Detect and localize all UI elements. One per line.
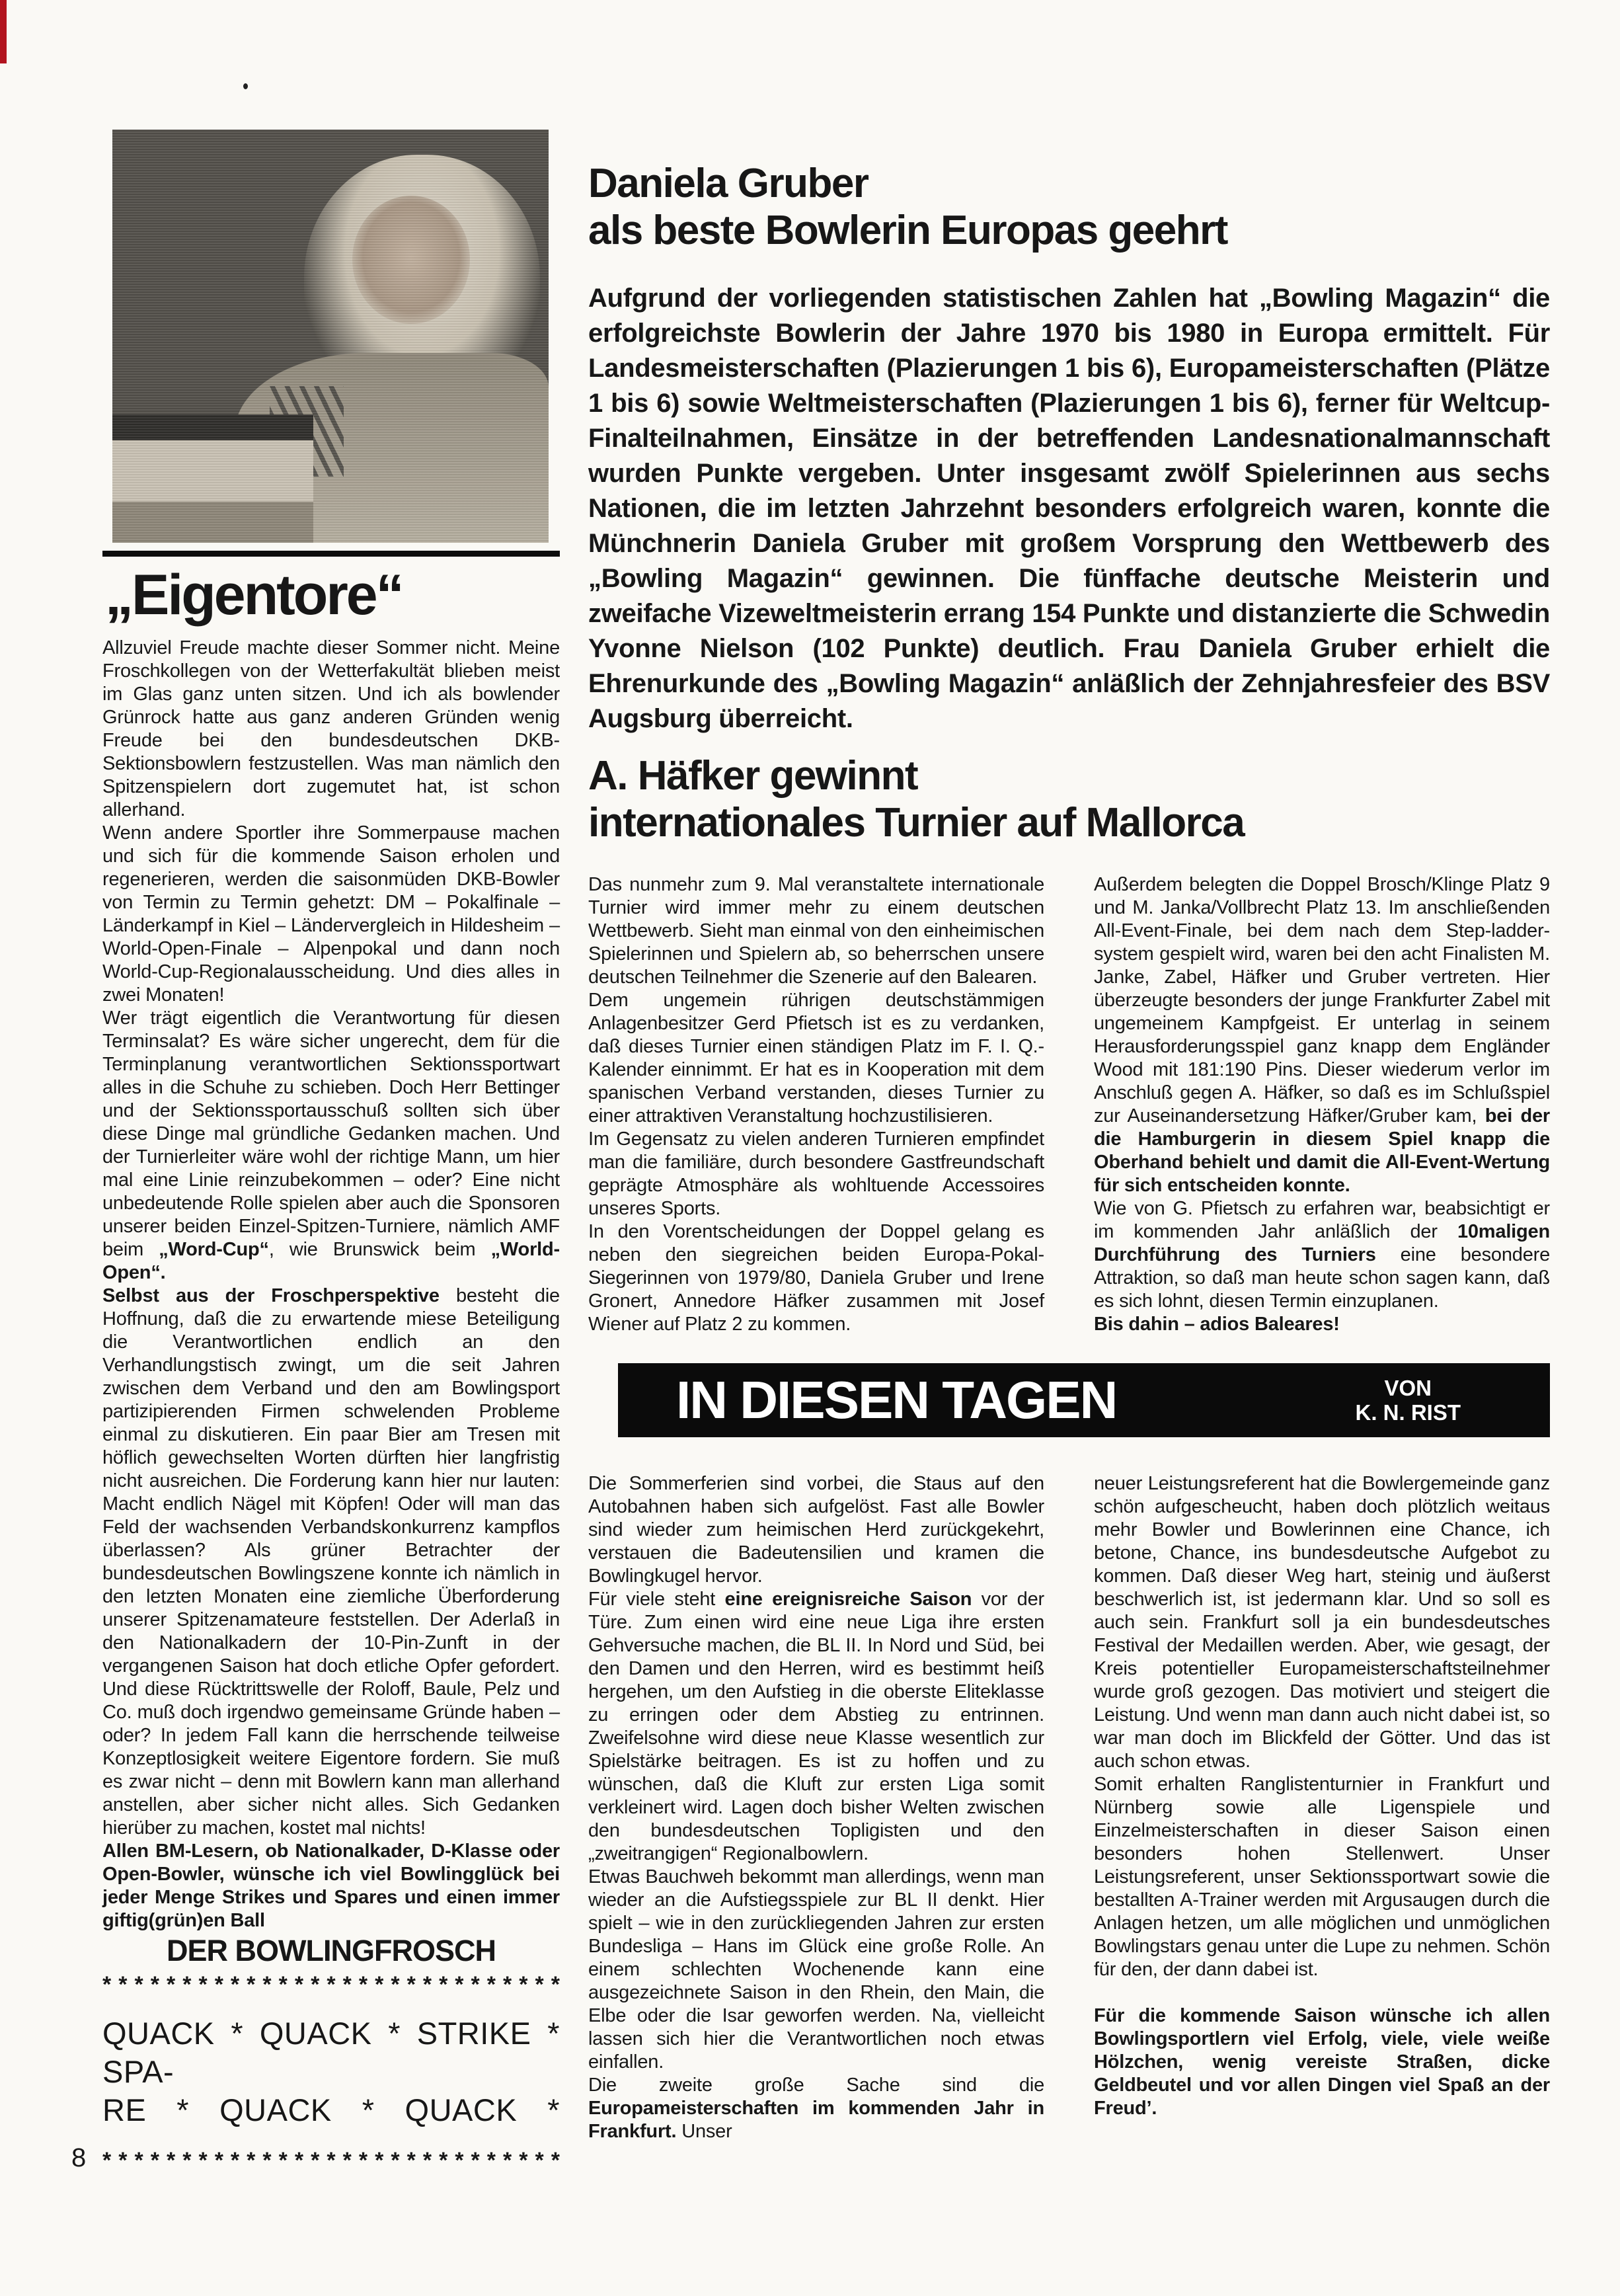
text-run: Im Gegensatz zu vielen anderen Turnieren empfindet man die familiäre, durch besondere Gastfreundschaft geprägte Atmosphäre als wohltuende Accessoires unseres Sports.: [588, 1128, 1044, 1220]
text-run: Etwas Bauchweh bekommt man allerdings, wenn man wieder an die Aufstiegsspiele zur BL II denkt. Hier spielt – wie in den zurückliegenden Jahren zur ersten Bundesliga – Hans im Glück eine große Rolle. An einem schlechten Wochenende kann eine ausgezeichnete Saison in den Rhein, den Main, die Elbe oder die Isar geworfen werden. Na, vielleicht lassen sich hier die Verantwortlichen noch etwas einfallen.: [588, 1866, 1044, 2073]
banner-byline: [1355, 1376, 1550, 1425]
gruber-headline-line2: als beste Bowlerin Europas geehrt: [588, 207, 1227, 253]
text-run: Wer trägt eigentlich die Verantwortung für diesen Terminsalat? Es wäre sicher ungerecht, dem für die Terminplanung verantwortlichen Sektionssportwart alles in die Schuhe zu schieben. Doch Herr Bettinger und der Sektionssportausschuß sollten sich über diese Dinge mal gründliche Gedanken machen. Und der Turnierleiter wäre wohl der richtige Mann, um hier mal eine Linie reinzubekommen – oder? Eine nicht unbedeutende Rolle spielen aber auch die Sponsoren unserer beiden Einzel-Spitzen-Turniere, nämlich AMF beim: [102, 1007, 560, 1260]
hafker-column-2-body: [1094, 873, 1550, 1336]
text-run: Wenn andere Sportler ihre Sommerpause machen und sich für die kommende Saison erholen und regenerieren, werden die saisonmüden DKB-Bowler von Termin zu Termin gehetzt: DM – Pokalfinale – Länderkampf in Kiel – Ländervergleich in Hildesheim – World-Open-Finale – Alpenpokal und dann noch World-Cup-Regionalausscheidung. Und dies alles in zwei Monaten!: [102, 822, 560, 1006]
paragraph: [588, 989, 1044, 1128]
quack-block: [102, 2014, 560, 2129]
tagen-column-1: [588, 1472, 1044, 2143]
paragraph: [1094, 873, 1550, 1197]
gruber-intro: Aufgrund der vorliegenden statistischen Zahlen hat „Bowling Magazin“ die erfolgreichste Bowlerin der Jahre 1970 bis 1980 in Europa ermittelt. Für Landesmeisterschaften (Plazierungen 1 bis 6), Europameisterschaften (Plätze 1 bis 6) sowie Weltmeisterschaften (Plazierungen 1 bis 6), ferner für Weltcup-Finalteilnahmen, Einsätze in der betreffenden Landesnationalmannschaft wurden Punkte vergeben. Unter insgesamt zwölf Spielerinnen aus sechs Nationen, die im letzten Jahrzehnt besonders erfolgreich waren, konnte die Münchnerin Daniela Gruber mit großem Vorsprung den Wettbewerb des „Bowling Magazin“ gewinnen. Die fünffache deutsche Meisterin und zweifache Vizeweltmeisterin errang 154 Punkte und distanzierte die Schwedin Yvonne Nielson (102 Punkte) deutlich. Frau Daniela Gruber erhielt die Ehrenurkunde des „Bowling Magazin“ anläßlich der Zehnjahresfeier des BSV Augsburg überreicht.: [588, 284, 1551, 734]
paragraph: [1094, 1197, 1550, 1313]
hafker-columns: [588, 873, 1550, 1383]
text-run: neuer Leistungsreferent hat die Bowlergemeinde ganz schön aufgescheucht, haben doch plötzlich weitaus mehr Bowler und Bowlerinnen eine Chance, ich betone, Chance, ins bundesdeutsche Aufgebot zu kommen. Daß dieser Weg hart, steinig und äußerst beschwerlich ist, ist jedermann klar. Und so soll es auch sein. Frankfurt soll ja ein bundesdeutsches Festival der Medaillen werden. Aber, wie gesagt, der Kreis potentieller Europameisterschaftsteilnehmer wurde groß gezogen. Das motiviert und steigert die Leistung. Und wenn man dann auch nicht dabei ist, so war man doch im Blickfeld der Götter. Und das ist auch schon etwas.: [1094, 1473, 1550, 1772]
quack-line: RE * QUACK * QUACK *: [102, 2092, 560, 2127]
hafker-headline-line1: A. Häfker gewinnt: [588, 752, 918, 799]
text-run: Die Sommerferien sind vorbei, die Staus auf den Autobahnen haben sich aufgelöst. Fast alle Bowler sind wieder zum heimischen Herd zurückgekehrt, verstauen die Badeutensilien und kramen die Bowlingkugel hervor.: [588, 1473, 1044, 1587]
paragraph: [1094, 2004, 1550, 2120]
text-run: Außerdem belegten die Doppel Brosch/Klinge Platz 9 und M. Janka/Vollbrecht Platz 13. Im anschließenden All-Event-Finale, bei dem nach dem Step-ladder-system gespielt wird, waren bei den acht Finalisten M. Janke, Zabel, Häfker und Gruber vertreten. Hier überzeugte besonders der junge Frankfurter Zabel mit ungemeinem Kampfgeist. Er unterlag in seinem Herausforderungsspiel ganz knapp dem Engländer Wood mit 181:190 Pins. Dieser wiederum verlor im Anschluß gegen A. Häfker, so daß es im Schlußspiel zur Auseinandersetzung Häfker/Gruber kam,: [1094, 874, 1550, 1127]
bold-run: „Word-Cup“: [159, 1238, 269, 1260]
frog-footer: [102, 1973, 560, 2172]
paragraph: [102, 1007, 560, 1285]
hafker-headline-line2: internationales Turnier auf Mallorca: [588, 799, 1245, 846]
paragraph: [588, 2074, 1044, 2143]
text-run: besteht die Hoffnung, daß die zu erwartende miese Beteiligung die Verantwortlichen endlich an den Verhandlungstisch zwingt, um die seit Jahren zwischen dem Verband und den am Bowlingsport partizipierenden Firmen schwelenden Probleme einmal zu diskutieren. Ein paar Bier am Tresen mit höflich gewechselten Worten dürften hier langfristig nicht ausreichen. Die Forderung kann hier nur lauten: Macht endlich Nägel mit Köpfen! Oder will man das Feld der wachsenden Verbandskonkurrenz kampflos überlassen? Als grüner Betrachter der bundesdeutschen Bowlingszene konnte ich nämlich in den letzten Monaten eine ziemliche Überforderung unserer Spitzenamateure feststellen. Der Aderlaß in den Nationalkadern der 10-Pin-Zunft in der vergangenen Saison hat doch etliche Opfer gefordert. Und diese Rücktrittswelle der Roloff, Baule, Pelz und Co. muß doch irgendwo gemeinsame Gründe haben – oder? In jedem Fall kann die herrschende teilweise Konzeptlosigkeit weitere Eigentore fordern. Sie muß es zwar nicht – denn mit Bowlern kann man allerhand anstellen, aber sicher nicht alles. Sich Gedanken hierüber zu machen, kostet mal nichts!: [102, 1285, 560, 1839]
paragraph: [102, 1285, 560, 1840]
bold-run: Allen BM-Lesern, ob Nationalkader, D-Klasse oder Open-Bowler, wünsche ich viel Bowlingglück bei jeder Menge Strikes und Spares und einen immer giftig(grün)en Ball: [102, 1840, 560, 1931]
text-run: Das nunmehr zum 9. Mal veranstaltete internationale Turnier wird immer mehr zu einem deutschen Wettbewerb. Sieht man einmal von den einheimischen Spielerinnen und Spielern ab, so beherrschen unsere deutschen Teilnehmer die Szenerie auf den Balearen.: [588, 874, 1044, 988]
text-run: Wie von G. Pfietsch zu erfahren war, beabsichtigt er im kommenden Jahr anläßlich der: [1094, 1198, 1550, 1243]
photo-daniela-gruber: [112, 130, 549, 543]
eigentore-signature: DER BOWLINGFROSCH: [167, 1933, 496, 1967]
paragraph: [1094, 1313, 1550, 1336]
paragraph: [588, 1472, 1044, 1588]
banner-title: IN DIESEN TAGEN: [676, 1370, 1117, 1429]
paragraph: [102, 637, 560, 822]
hafker-headline: [588, 752, 1550, 846]
text-run: eine besondere Attraktion, so daß man heute schon sagen kann, daß es sich lohnt, diesen Termin einzuplanen.: [1094, 1244, 1551, 1312]
page-number: 8: [71, 2143, 87, 2172]
tagen-column-2: [1094, 1472, 1550, 2143]
bold-run: Bis dahin – adios Baleares!: [1094, 1314, 1340, 1335]
divider-rule: [102, 551, 560, 557]
bold-run: bei der die Hamburgerin in diesem Spiel knapp die Oberhand behielt und damit die All-Event-Wertung für sich entscheiden konnte.: [1094, 1105, 1550, 1197]
paragraph: [588, 1588, 1044, 1866]
paragraph: [102, 1840, 560, 1932]
text-run: Unser: [676, 2121, 732, 2142]
eigentore-title: „Eigentore“: [105, 563, 403, 627]
gruber-headline-line1: Daniela Gruber: [588, 160, 868, 206]
text-run: Dem ungemein rührigen deutschstämmigen Anlagenbesitzer Gerd Pfietsch ist es zu verdanken, daß dieses Turnier einen ständigen Platz im F. I. Q.-Kalender einnimmt. Er hat es in Kooperation mit dem spanischen Verband verstanden, dieses Turnier zu einer attraktiven Veranstaltung hochzustilisieren.: [588, 990, 1044, 1127]
bold-run: 10maligen Durchführung des Turniers: [1094, 1221, 1550, 1266]
hafker-column-2: [1094, 873, 1550, 1383]
print-speck: [243, 83, 248, 89]
hafker-column-1: [588, 873, 1044, 1383]
star-row-bottom: * * * * * * * * * * * * * * * * * * * * * * * * * * * * *: [102, 2148, 560, 2173]
article-in-diesen-tagen: [588, 1458, 1550, 2143]
star-row-top: * * * * * * * * * * * * * * * * * * * * * * * * * * * * *: [102, 1972, 560, 1997]
paragraph: [102, 822, 560, 1007]
text-run: Für viele steht: [588, 1589, 725, 1610]
bold-run: Für die kommende Saison wünsche ich allen Bowlingsportlern viel Erfolg, viele, viele weiße Hölzchen, wenig vereiste Straßen, dicke Geldbeutel und vor allen Dingen viel Spaß an der Freud’.: [1094, 2005, 1550, 2119]
banner-byline-prefix: VON: [1384, 1376, 1432, 1400]
text-run: , wie Brunswick beim: [268, 1238, 491, 1260]
red-corner-mark: [0, 0, 7, 63]
gruber-headline: [588, 160, 1550, 254]
paragraph: [588, 873, 1044, 989]
banner-in-diesen-tagen: [618, 1363, 1550, 1437]
photo-halftone-grain: [112, 130, 549, 543]
tagen-columns: [588, 1472, 1550, 2143]
paragraph: [1094, 1773, 1550, 1981]
bold-run: eine ereignisreiche Saison: [724, 1589, 972, 1610]
column-eigentore: [102, 563, 560, 1967]
bold-run: „World-Open“.: [102, 1238, 560, 1283]
paragraph: [588, 1128, 1044, 1220]
quack-line: QUACK * QUACK * STRIKE * SPA-: [102, 2016, 560, 2089]
paragraph: [588, 1220, 1044, 1336]
text-run: In den Vorentscheidungen der Doppel gelang es neben den siegreichen beiden Europa-Pokal-Siegerinnen von 1979/80, Daniela Gruber und Irene Gronert, Annedore Häfker zusammen mit Josef Wiener auf Platz 2 zu kommen.: [588, 1221, 1044, 1335]
bold-run: Selbst aus der Froschperspektive: [102, 1285, 440, 1306]
text-run: vor der Türe. Zum einen wird eine neue Liga ihre ersten Gehversuche machen, die BL II. In Nord und Süd, bei den Damen und den Herren, wird es bestimmt heiß hergehen, um den Aufstieg in die oberste Eliteklasse zu erringen oder dem Abstieg zu entrinnen. Zweifelsohne wird diese neue Klasse wesentlich zur Spielstärke beitragen. Es ist zu hoffen und zu wünschen, daß die Kluft zur ersten Liga somit verkleinert wird. Lagen doch bisher Welten zwischen den bundesdeutschen Topligisten und den „zweitrangigen“ Regionalbowlern.: [588, 1589, 1044, 1864]
paragraph: [1094, 1472, 1550, 1773]
paragraph: [588, 1866, 1044, 2074]
text-run: Die zweite große Sache sind die: [588, 2075, 1044, 2096]
text-run: Somit erhalten Ranglistenturnier in Frankfurt und Nürnberg sowie alle Ligenspiele und Einzelmeisterschaften in dieser Saison einen besonders hohen Stellenwert. Unser Leistungsreferent, unser Sektionssportwart sowie die bestallten A-Trainer werden mit Argusaugen durch die Anlagen hetzen, um alle möglichen und unmöglichen Bowlingstars genau unter die Lupe zu nehmen. Schön für den, der dann dabei ist.: [1094, 1774, 1550, 1980]
banner-byline-name: K. N. RIST: [1355, 1400, 1461, 1425]
eigentore-body: [102, 637, 560, 1932]
text-run: Allzuviel Freude machte dieser Sommer nicht. Meine Froschkollegen von der Wetterfakultät blieben meist im Glas ganz unten sitzen. Und ich als bowlender Grünrock hatte aus ganz anderen Gründen wenig Freude bei den bundesdeutschen DKB-Sektionsbowlern festzustellen. Was man nämlich den Spitzenspielern dort zugemutet hat, ist schon allerhand.: [102, 637, 560, 820]
article-hafker: [588, 725, 1550, 1383]
article-daniela-gruber: [588, 132, 1550, 763]
bold-run: Europameisterschaften im kommenden Jahr in Frankfurt.: [588, 2098, 1044, 2142]
